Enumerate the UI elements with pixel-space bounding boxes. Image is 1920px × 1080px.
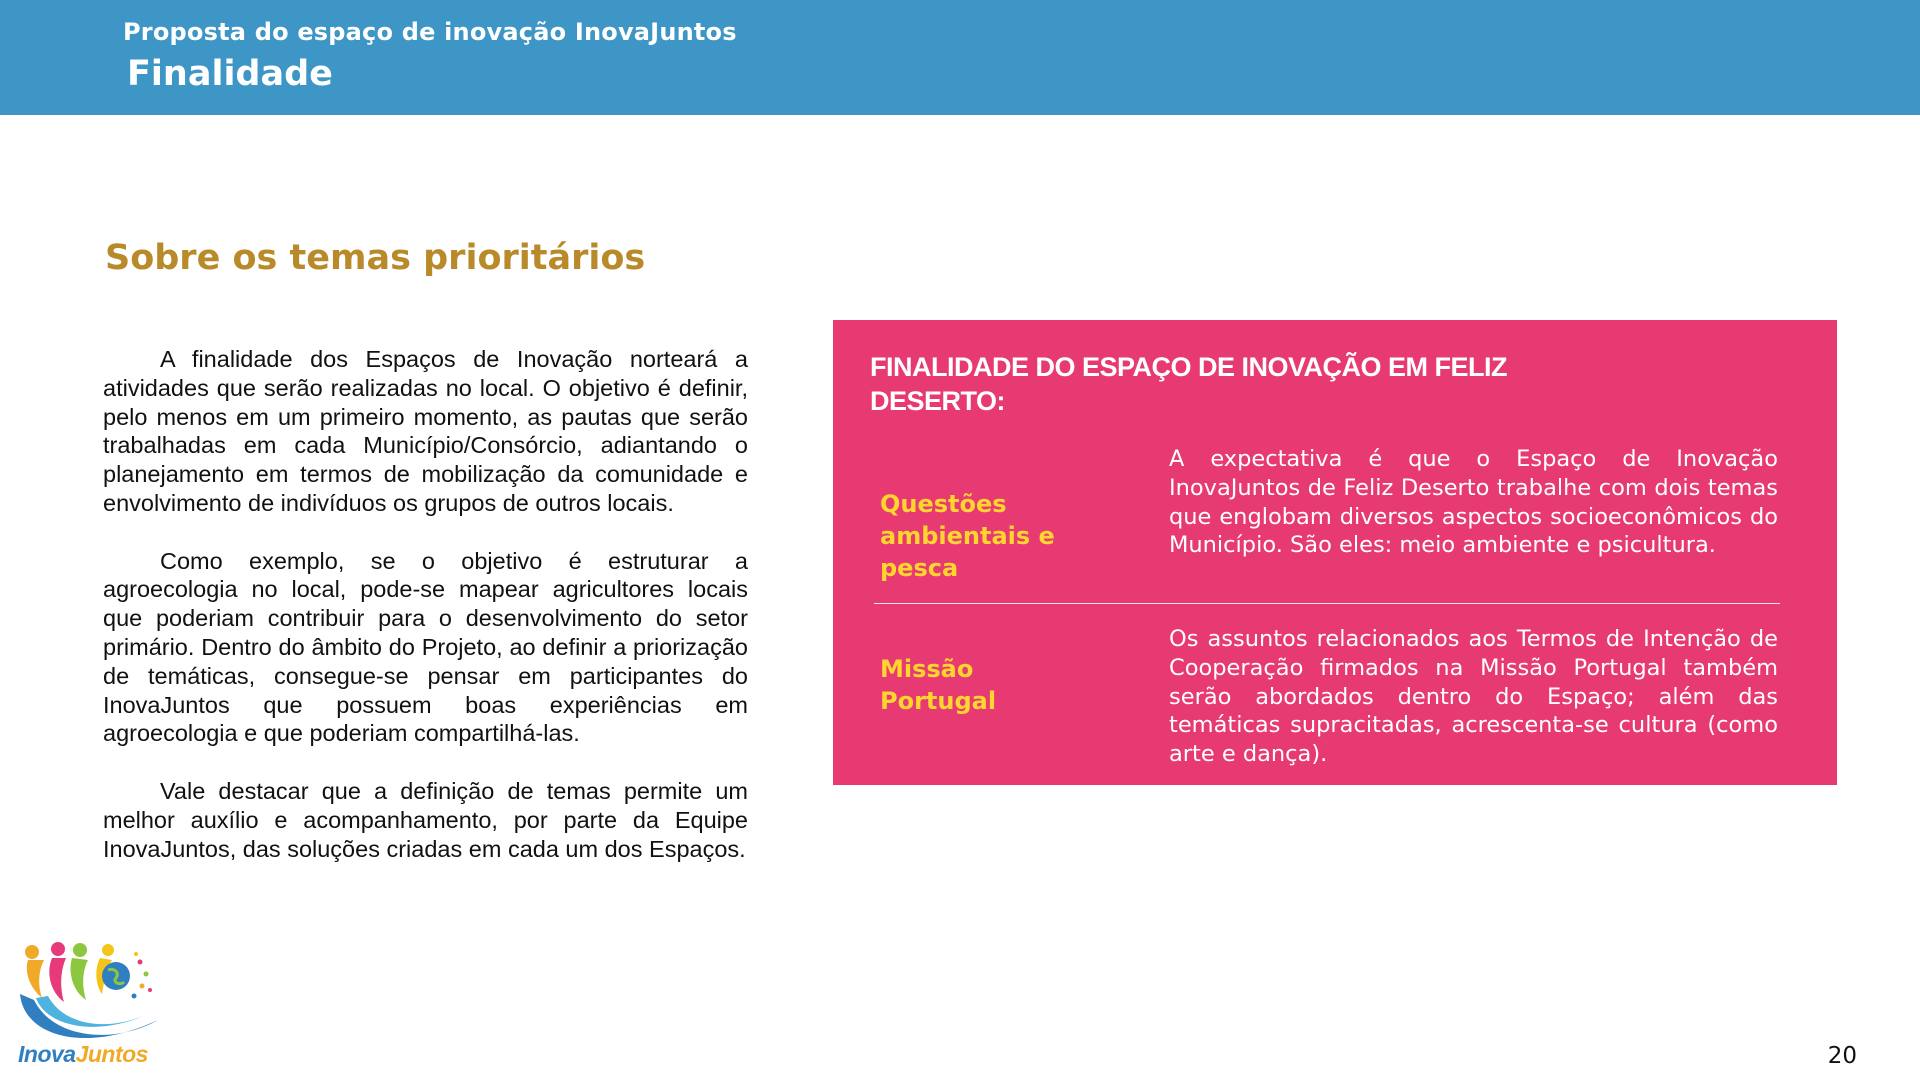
- row-label-ambiental: Questões ambientais e pesca: [880, 490, 1055, 582]
- finalidade-card: [833, 320, 1837, 785]
- paragraph: A finalidade dos Espaços de Inovação norteará a atividades que serão realizadas no local. O objetivo é definir, pelo menos em um primeiro momento, as pautas que serão trabalhadas em cada Município/Consórcio, adiantando o planejamento em termos de mobilização da comunidade e envolvimento de indivíduos os grupos de outros locais.: [103, 346, 748, 516]
- section-heading: Sobre os temas prioritários: [105, 238, 646, 278]
- logo-wordmark: InovaJuntos: [18, 1041, 148, 1067]
- page-title: Finalidade: [127, 54, 333, 94]
- header-bar: [0, 0, 1920, 115]
- page-number: 20: [1827, 1043, 1857, 1069]
- body-text: [103, 345, 748, 863]
- card-title: FINALIDADE DO ESPAÇO DE INOVAÇÃO EM FELIZ DESERTO:: [870, 352, 1508, 416]
- row-text-ambiental: A expectativa é que o Espaço de Inovação InovaJuntos de Feliz Deserto trabalhe com dois temas que englobam diversos aspectos socioeconômicos do Município. São eles: meio ambiente e psicultura.: [1169, 446, 1778, 559]
- row-text-portugal: Os assuntos relacionados aos Termos de Intenção de Cooperação firmados na Missão Portugal também serão abordados dentro do Espaço; além das temáticas supracitadas, acrescenta-se cultura (como arte e dança).: [1169, 626, 1778, 768]
- row-label-portugal: Missão Portugal: [880, 655, 997, 715]
- card-divider: [874, 603, 1780, 604]
- paragraph: Vale destacar que a definição de temas permite um melhor auxílio e acompanhamento, por parte da Equipe InovaJuntos, das soluções criadas em cada um dos Espaços.: [103, 777, 748, 862]
- paragraph: Como exemplo, se o objetivo é estruturar a agroecologia no local, pode-se mapear agricultores locais que poderiam contribuir para o desenvolvimento do setor primário. Dentro do âmbito do Projeto, ao definir a priorização de temáticas, consegue-se pensar em participantes do InovaJuntos que possuem boas experiências em agroecologia e que poderiam compartilhá-las.: [103, 547, 748, 747]
- header-subtitle: Proposta do espaço de inovação InovaJuntos: [123, 18, 737, 46]
